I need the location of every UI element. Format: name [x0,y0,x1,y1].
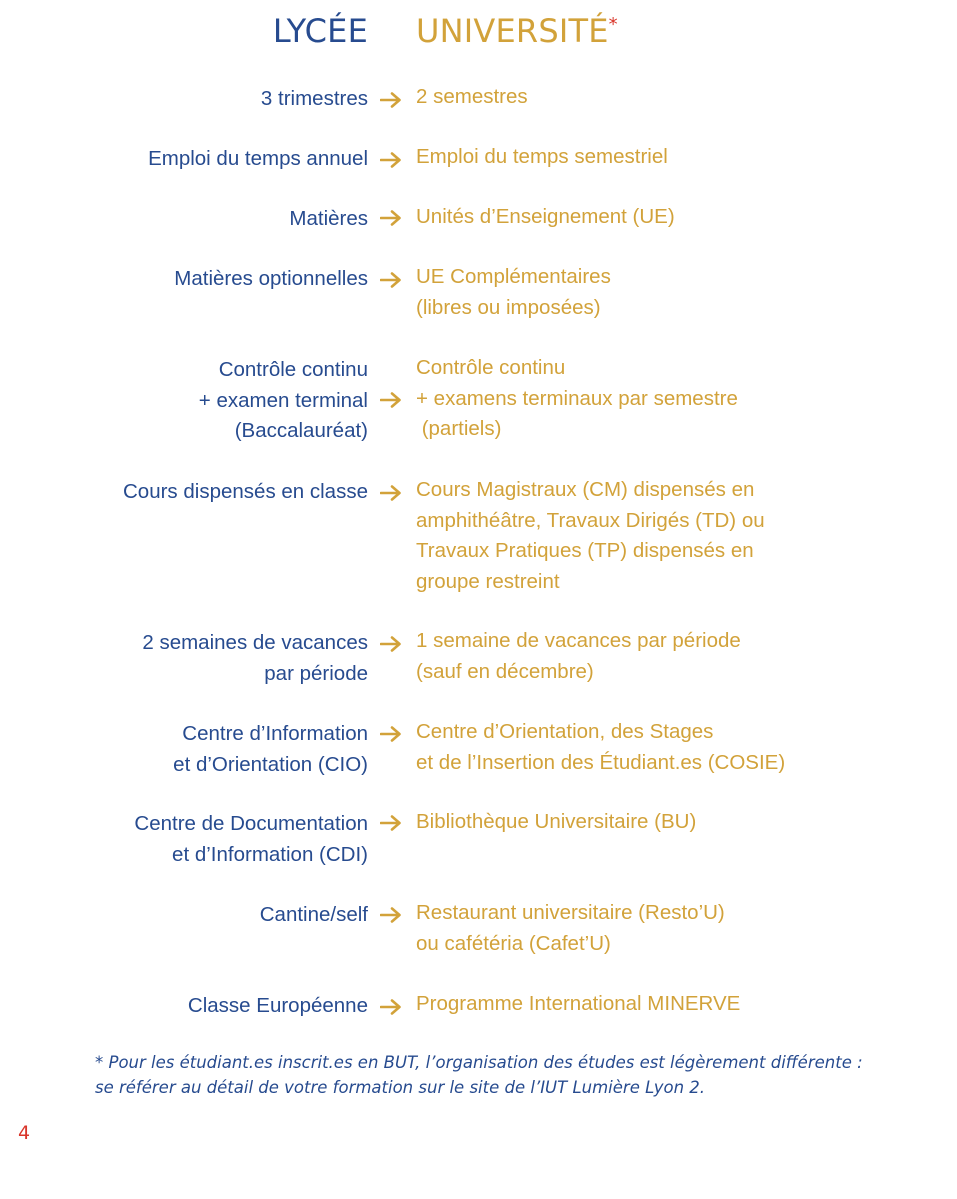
arrow-right-icon [380,907,402,923]
universite-term: Cours Magistraux (CM) dispensés en amphithéâtre, Travaux Dirigés (TD) ou Travaux Pratiques (TP) dispensés en groupe restreint [416,478,765,593]
arrow-right-icon [380,726,402,742]
header-lycee: LYCÉE [272,12,368,50]
arrow-right-icon [380,636,402,652]
arrow-right-icon [380,272,402,288]
lycee-term: Contrôle continu + examen terminal (Baccalauréat) [198,358,368,442]
lycee-term: 3 trimestres [260,87,368,110]
universite-term: Contrôle continu + examens terminaux par semestre (partiels) [416,356,738,440]
universite-term: 2 semestres [416,85,528,108]
lycee-term: Matières optionnelles [174,267,368,290]
lycee-term: Centre de Documentation et d’Information (CDI) [134,812,368,866]
lycee-term: Classe Européenne [187,994,368,1017]
lycee-term: Cantine/self [259,903,368,926]
arrow-right-icon [380,485,402,501]
lycee-term: Centre d’Information et d’Orientation (CIO) [173,722,368,776]
universite-term: UE Complémentaires (libres ou imposées) [416,265,611,319]
universite-term: Programme International MINERVE [416,992,741,1015]
footnote-marker: * [608,14,618,35]
arrow-right-icon [380,92,402,108]
header-universite [416,12,618,50]
arrow-right-icon [380,815,402,831]
arrow-right-icon [380,210,402,226]
header-universite-label: UNIVERSITÉ [416,12,609,50]
universite-term: Unités d’Enseignement (UE) [416,205,675,228]
universite-term: Centre d’Orientation, des Stages et de l’Insertion des Étudiant.es (COSIE) [416,720,786,774]
universite-term: 1 semaine de vacances par période (sauf en décembre) [416,629,741,683]
universite-term: Emploi du temps semestriel [416,145,668,168]
arrow-right-icon [380,152,402,168]
lycee-term: Matières [289,207,368,230]
universite-term: Restaurant universitaire (Resto’U) ou cafétéria (Cafet’U) [416,901,725,955]
footnote: * Pour les étudiant.es inscrit.es en BUT, l’organisation des études est légèrement différente : se référer au détail de votre formation sur le site de l’IUT Lumière Lyon 2. [95,1053,863,1097]
arrow-right-icon [380,392,402,408]
lycee-term: Cours dispensés en classe [123,480,368,503]
lycee-term: 2 semaines de vacances par période [142,631,368,685]
universite-term: Bibliothèque Universitaire (BU) [416,810,697,833]
arrow-right-icon [380,999,402,1015]
page-number: 4 [18,1122,31,1144]
lycee-term: Emploi du temps annuel [148,147,368,170]
